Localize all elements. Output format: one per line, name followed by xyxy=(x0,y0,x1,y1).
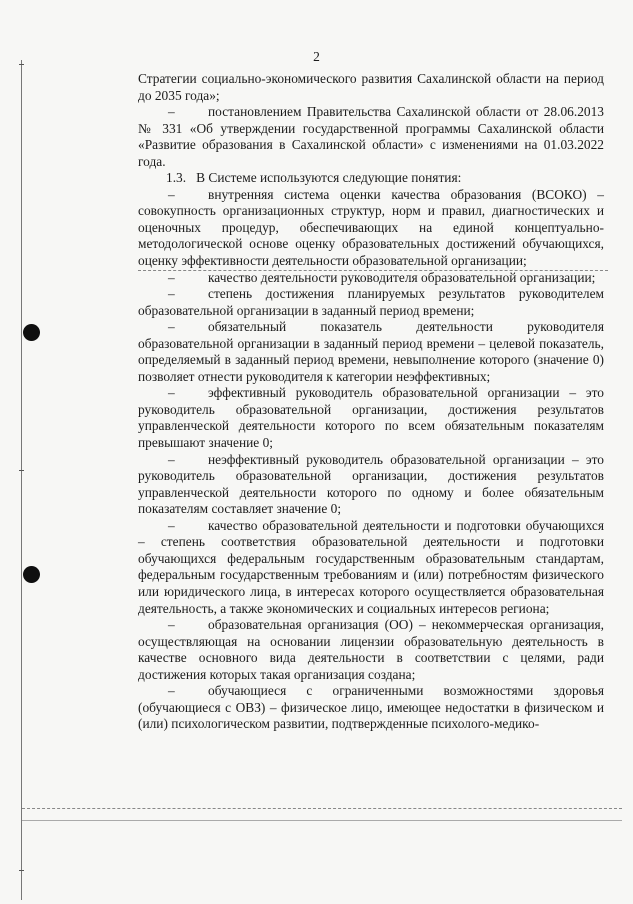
document-body xyxy=(138,71,604,733)
list-item: – степень достижения планируемых результатов руководителем образовательной организации в заданный период времени; xyxy=(138,286,604,318)
list-item: – обучающиеся с ограниченными возможностями здоровья (обучающиеся с ОВЗ) – физическое лицо, имеющее недостатки в физическом и (или) психологическом развитии, подтвержденные психолого-медико- xyxy=(138,683,604,732)
numbered-clause: 1.3. В Системе используются следующие понятия: xyxy=(166,170,462,186)
dash-marker: – xyxy=(168,269,175,285)
list-item: – качество образовательной деятельности и подготовки обучающихся – степень соответствия образовательной деятельности и подготовки обучающихся федеральным государственным образовательным стандартам, федеральным государственным требованиям и (или) потребностям физического или юридического лица, в интересах которого осуществляется образовательная деятельность, а также экономических и социальных интересов региона; xyxy=(138,517,604,616)
list-item: – постановлением Правительства Сахалинской области от 28.06.2013 № 331 «Об утверждении государственной программы Сахалинской области «Развитие образования в Сахалинской области» с изменениями на 01.03.2022 года. xyxy=(138,104,604,169)
list-item: – неэффективный руководитель образовательной организации – это руководитель образовательной организации, достижения результатов управленческой деятельности которого по одному и более обязательным показателям составляет значение 0; xyxy=(138,451,604,517)
list-item: – качество деятельности руководителя образовательной организации; xyxy=(168,269,596,285)
scan-artifact-line xyxy=(22,820,622,821)
scan-artifact-line xyxy=(22,808,622,809)
dash-marker: – xyxy=(168,683,175,699)
dash-marker: – xyxy=(168,104,175,120)
list-item: – внутренняя система оценки качества образования (ВСОКО) – совокупность организационных структур, норм и правил, диагностических и оценочных процедур, обеспечивающих на единой концептуально-методологической основе оценку образовательных достижений обучающихся, оценку эффективности деятельности образовательной организации; xyxy=(138,186,604,269)
punch-hole xyxy=(23,566,40,583)
binder-margin-line xyxy=(21,60,22,900)
dash-marker: – xyxy=(168,451,175,467)
dash-marker: – xyxy=(168,319,175,335)
list-item: – эффективный руководитель образовательной организации – это руководитель образовательной организации, достижения результатов управленческой деятельности которого по всем обязательным показателям превышают значение 0; xyxy=(138,385,604,451)
binder-tick xyxy=(19,470,24,471)
page-number: 2 xyxy=(313,49,320,64)
dash-marker: – xyxy=(168,286,175,302)
binder-tick xyxy=(19,870,24,871)
dash-marker: – xyxy=(168,517,175,533)
dash-marker: – xyxy=(168,385,175,401)
list-item: – образовательная организация (ОО) – некоммерческая организация, осуществляющая на основании лицензии образовательную деятельность в качестве основного вида деятельности в соответствии с целями, ради достижения которых такая организация создана; xyxy=(138,617,604,682)
paragraph: Стратегии социально-экономического развития Сахалинской области на период до 2035 года»; xyxy=(138,71,604,103)
list-item: – обязательный показатель деятельности руководителя образовательной организации в заданный период времени – целевой показатель, определяемый в заданный период времени, невыполнение которого (значение 0) позволяет отнести руководителя к категории неэффективных; xyxy=(138,319,604,384)
dash-marker: – xyxy=(168,617,175,633)
dash-marker: – xyxy=(168,186,175,202)
punch-hole xyxy=(23,324,40,341)
